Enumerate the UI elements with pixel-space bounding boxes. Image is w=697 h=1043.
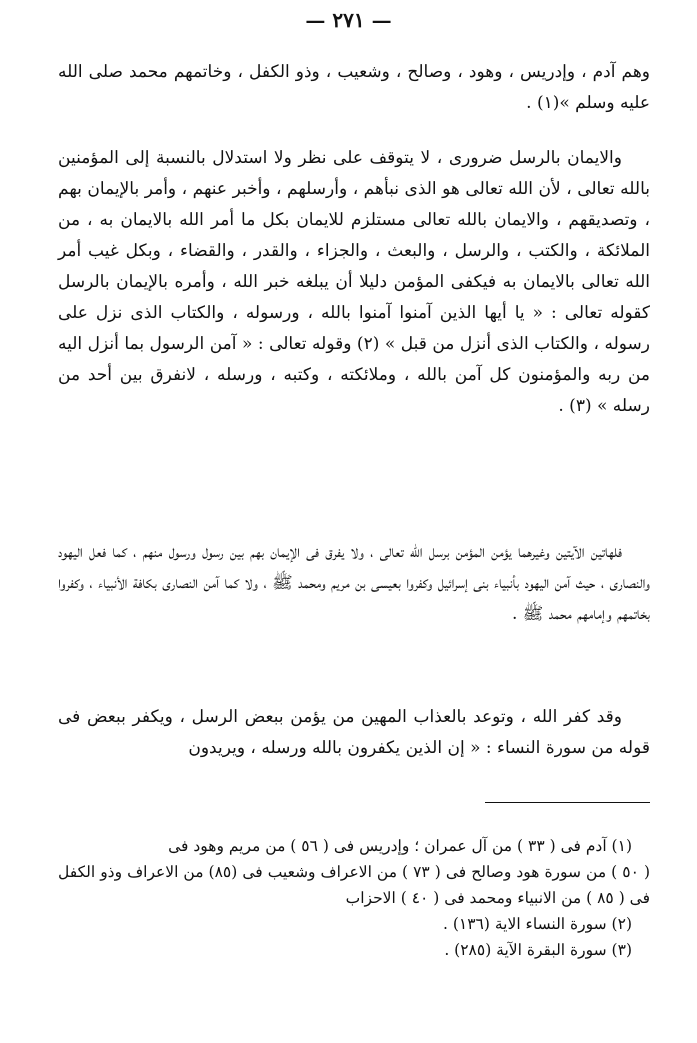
paragraph-text: وهم آدم ، وإدريس ، وهود ، وصالح ، وشعيب ، وذو الكفل ، وخاتمهم محمد صلى الله عليه وسلم »(١) . (58, 62, 650, 113)
body-paragraph (58, 57, 650, 119)
body-paragraph (58, 702, 650, 764)
footnote-3: (٣) سورة البقرة الآية (٢٨٥) . (444, 941, 632, 959)
body-paragraph (58, 537, 650, 630)
footnote-1-line-1: (١) آدم فى ( ٣٣ ) من آل عمران ؛ وإدريس فى ( ٥٦ ) من مريم وهود فى (168, 837, 632, 855)
paragraph-text: والايمان بالرسل ضرورى ، لا يتوقف على نظر ولا استدلال بالنسبة إلى المؤمنين بالله تعالى ، لأن الله تعالى هو الذى نبأهم ، وأرسلهم ، وأخبر عنهم ، وأمر بالإيمان بهم ، وتصديقهم ، والايمان بالله تعالى مستلزم للايمان بكل ما أمر الله بالايمان به ، من الملائكة ، والكتب ، والرسل ، والبعث ، والجزاء ، والقدر ، والقضاء ، وبكل غيب أمر الله تعالى بالايمان به فيكفى المؤمن دليلا أن يبلغه خبر الله ، وأمره بالإيمان بالرسل كقوله تعالى : « يا أيها الذين آمنوا آمنوا بالله ، ورسوله ، والكتاب الذى نزل على رسوله ، والكتاب الذى أنزل من قبل » (٢) وقوله تعالى : « آمن الرسول بما أنزل اليه من ربه والمؤمنون كل آمن بالله ، وملائكته ، وكتبه ، ورسله ، لانفرق بين أحد من رسله » (٣) . (58, 148, 650, 416)
footnote-1-line-2: ( ٥٠ ) من سورة هود وصالح فى ( ٧٣ ) من الاعراف وشعيب فى (٨٥) من الاعراف وذو الكفل فى ( ٨٥ ) من الانبياء ومحمد فى ( ٤٠ ) الاحزاب (58, 863, 650, 907)
footnote-divider (485, 802, 650, 803)
page-number: — ٢٧١ — (305, 8, 392, 32)
footnote-2: (٢) سورة النساء الاية (١٣٦) . (443, 915, 632, 933)
footnotes (58, 833, 650, 963)
paragraph-text: فلهاتين الآيتين وغيرهما يؤمن المؤمن برسل الله تعالى ، ولا يفرق فى الإيمان بهم بين رسول ورسول منهم ، كما فعل اليهود والنصارى ، حيث آمن اليهود بأنبياء بنى إسرائيل وكفروا بعيسى بن مريم ومحمد ﷺ ، ولا كما آمن النصارى بكافة الأنبياء ، وكفروا بخاتمهم وإمامهم محمد ﷺ . (58, 542, 650, 624)
body-paragraph (58, 143, 650, 422)
paragraph-text: وقد كفر الله ، وتوعد بالعذاب المهين من يؤمن ببعض الرسل ، ويكفر ببعض فى قوله من سورة النساء : « إن الذين يكفرون بالله ورسله ، ويريدون (58, 707, 650, 758)
